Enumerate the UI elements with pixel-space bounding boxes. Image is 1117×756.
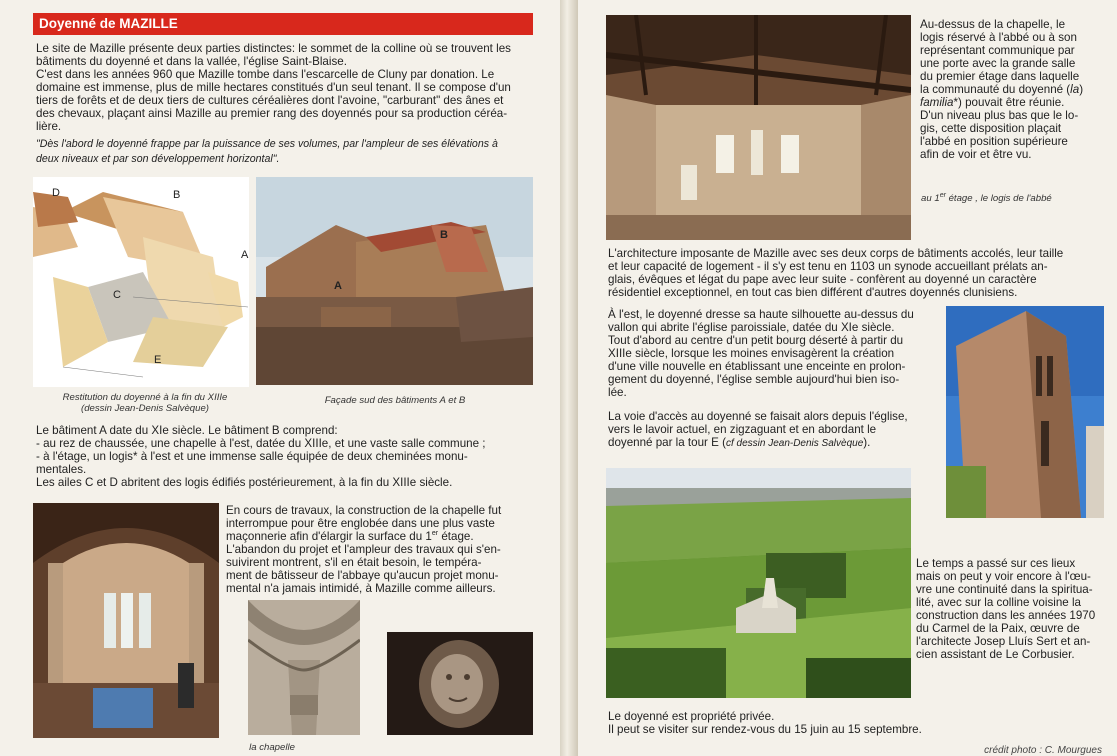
drawing-caption <box>40 392 250 414</box>
text-line: D'un niveau plus bas que le lo- <box>920 109 1079 122</box>
access-paragraph <box>608 410 941 450</box>
text-line: lière. <box>36 120 62 133</box>
text-line: l'abbé en position supérieure <box>920 135 1068 148</box>
upper-floor-photo <box>606 15 911 240</box>
text-line: lée. <box>608 386 627 399</box>
text-line: logis réservé à l'abbé ou à son <box>920 31 1077 44</box>
text-line: d'une ville nouvelle en établissant une enceinte en prolon- <box>608 360 906 373</box>
photo-credit: crédit photo : C. Mourgues <box>984 745 1102 756</box>
text-line: Le temps a passé sur ces lieux <box>916 557 1076 570</box>
text-line: mental n'a jamais intimidé, à Mazille comme ailleurs. <box>226 582 496 595</box>
buildings-paragraph <box>36 424 536 489</box>
church-paragraph <box>608 308 941 399</box>
text-line: ment de bâtisseur de l'abbaye qu'aucun projet monu- <box>226 569 499 582</box>
text-line: mais on peut y voir encore à l'œu- <box>916 570 1091 583</box>
text-line: cien assistant de Le Corbusier. <box>916 648 1075 661</box>
label-e: E <box>154 354 162 366</box>
text-line: l'architecte Josep Lluís Sert et an- <box>916 635 1091 648</box>
text-line: L'abandon du projet et l'ampleur des travaux qui s'en- <box>226 543 501 556</box>
text-line: vre une continuité dans la spiritua- <box>916 583 1093 596</box>
reconstruction-drawing <box>33 177 249 387</box>
book-spine <box>560 0 578 756</box>
text-line: - à l'étage, un logis* à l'est et une immense salle équipée de deux cheminées monu- <box>36 450 468 463</box>
text-line: suivirent montrent, s'il en était besoin, le tempéra- <box>226 556 482 569</box>
italic-fragment: familia <box>920 96 954 109</box>
text-fragment: étage. <box>438 530 474 543</box>
text-fragment: *) pouvait être réunie. <box>953 96 1065 109</box>
superscript: er <box>939 191 946 199</box>
text-line: du Carmel de la Paix, œuvre de <box>916 622 1080 635</box>
chapel-caption: la chapelle <box>249 742 295 753</box>
text-line: Le doyenné est propriété privée. <box>608 710 775 723</box>
text-fragment: maçonnerie afin d'élargir la surface du 1 <box>226 530 432 543</box>
text-line <box>608 436 941 450</box>
landscape-photo <box>606 468 911 698</box>
continuity-paragraph <box>916 557 1103 661</box>
label-d: D <box>52 187 60 199</box>
text-line: tiers de forêts et de deux tiers de cultures céréalières dont l'avoine, "carburant" des ânes et <box>36 94 504 107</box>
text-line: Tout d'abord au centre d'un petit bourg déserté à partir du <box>608 334 904 347</box>
text-line: et leur capacité de logement - il s'y est tenu en 1103 un synode accueillant prélats an- <box>608 260 1048 273</box>
text-line: En cours de travaux, la construction de la chapelle fut <box>226 504 502 517</box>
facade-caption: Façade sud des bâtiments A et B <box>324 395 466 406</box>
text-line: C'est dans les années 960 que Mazille tombe dans l'escarcelle de Cluny par donation. Le <box>36 68 495 81</box>
text-line: la communauté du doyenné (la) <box>920 83 1084 96</box>
text-line: Au-dessus de la chapelle, le <box>920 18 1066 31</box>
text-line <box>226 530 530 543</box>
tower-photo <box>946 306 1104 518</box>
photo-label-b: B <box>440 229 448 241</box>
text-line: Il peut se visiter sur rendez-vous du 15 juin au 15 septembre. <box>608 723 922 736</box>
quote <box>36 137 532 167</box>
text-line: du premier étage dans laquelle <box>920 70 1080 83</box>
text-line: gement du doyenné, l'église semble aujourd'hui bien iso- <box>608 373 900 386</box>
text-fragment: doyenné par la tour E ( <box>608 436 726 449</box>
text-line: interrompue pour être englobée dans une plus vaste <box>226 517 495 530</box>
text-line: Le site de Mazille présente deux parties distinctes: le sommet de la colline où se trouvent les <box>36 42 511 55</box>
text-line: À l'est, le doyenné dresse sa haute silhouette au-dessus du <box>608 308 914 321</box>
text-fragment: ). <box>863 436 871 449</box>
text-line: vers le lavoir actuel, en zigzaguant et en abordant le <box>608 423 877 436</box>
text-line: résidentiel exceptionnel, en tout cas bien différent d'autres doyennés clunisiens. <box>608 286 1018 299</box>
caption-fragment: au 1 <box>921 193 940 204</box>
caption-fragment: étage , le logis de l'abbé <box>945 193 1052 204</box>
text-line: XIIIe siècle, lorsque les moines envisagèrent la création <box>608 347 895 360</box>
label-b: B <box>173 189 181 201</box>
text-line: glais, évêques et légat du pape avec leur suite - confèrent au doyenné un caractère <box>608 273 1037 286</box>
text-fragment: la communauté du doyenné ( <box>920 83 1071 96</box>
architecture-paragraph <box>608 247 1103 299</box>
text-line: bâtiments du doyenné et dans la vallée, l'église Saint-Blaise. <box>36 55 347 68</box>
right-page <box>578 0 1117 756</box>
text-line <box>920 96 1103 109</box>
italic-fragment: cf dessin Jean-Denis Salvèque <box>725 438 864 449</box>
text-line: lité, avec sur la colline voisine la <box>916 596 1081 609</box>
text-line: afin de voir et être vu. <box>920 148 1032 161</box>
superscript: er <box>431 530 439 538</box>
text-line: Les ailes C et D abritent des logis édifiés postérieurement, à la fin du XIIIe siècle. <box>36 476 453 489</box>
label-a: A <box>241 249 249 261</box>
chapel-paragraph <box>226 504 530 595</box>
caption-line: Restitution du doyenné à la fin du XIIIe <box>62 392 228 403</box>
text-line: domaine est immense, plus de mille hectares constitués d'un seul tenant. Il se compose d'un <box>36 81 511 94</box>
abbot-lodging-paragraph <box>920 18 1103 161</box>
upper-floor-caption <box>921 193 1101 204</box>
caption-line: (dessin Jean-Denis Salvèque) <box>81 403 209 414</box>
page-title: Doyenné de MAZILLE <box>33 13 533 35</box>
italic-fragment: la <box>1070 83 1080 96</box>
text-line: mentales. <box>36 463 87 476</box>
text-line: une porte avec la grande salle <box>920 57 1076 70</box>
text-line: gis, cette disposition plaçait <box>920 122 1062 135</box>
intro-paragraph <box>36 42 532 133</box>
sculpted-head-photo <box>387 632 533 735</box>
quote-line: deux niveaux et par son développement horizontal". <box>36 153 280 165</box>
south-facade-photo <box>256 177 533 385</box>
text-line: des chevaux, plaçant ainsi Mazille au premier rang des doyennés pour sa production céréa- <box>36 107 508 120</box>
visit-info <box>608 710 1103 736</box>
text-line: La voie d'accès au doyenné se faisait alors depuis l'église, <box>608 410 908 423</box>
text-line: vallon qui abrite l'église paroissiale, datée du XIe siècle. <box>608 321 895 334</box>
text-line: Le bâtiment A date du XIe siècle. Le bâtiment B comprend: <box>36 424 338 437</box>
text-line: construction dans les années 1970 <box>916 609 1096 622</box>
label-c: C <box>113 289 121 301</box>
chapel-interior-photo <box>33 503 219 738</box>
vault-photo <box>248 600 360 735</box>
text-line: - au rez de chaussée, une chapelle à l'est, datée du XIIIe, et une vaste salle commune ; <box>36 437 486 450</box>
quote-line: "Dès l'abord le doyenné frappe par la puissance de ses volumes, par l'ampleur de ses élévations à <box>36 138 498 150</box>
text-line: L'architecture imposante de Mazille avec ses deux corps de bâtiments accolés, leur taille <box>608 247 1064 260</box>
text-line: représentant communique par <box>920 44 1075 57</box>
photo-label-a: A <box>334 280 342 292</box>
